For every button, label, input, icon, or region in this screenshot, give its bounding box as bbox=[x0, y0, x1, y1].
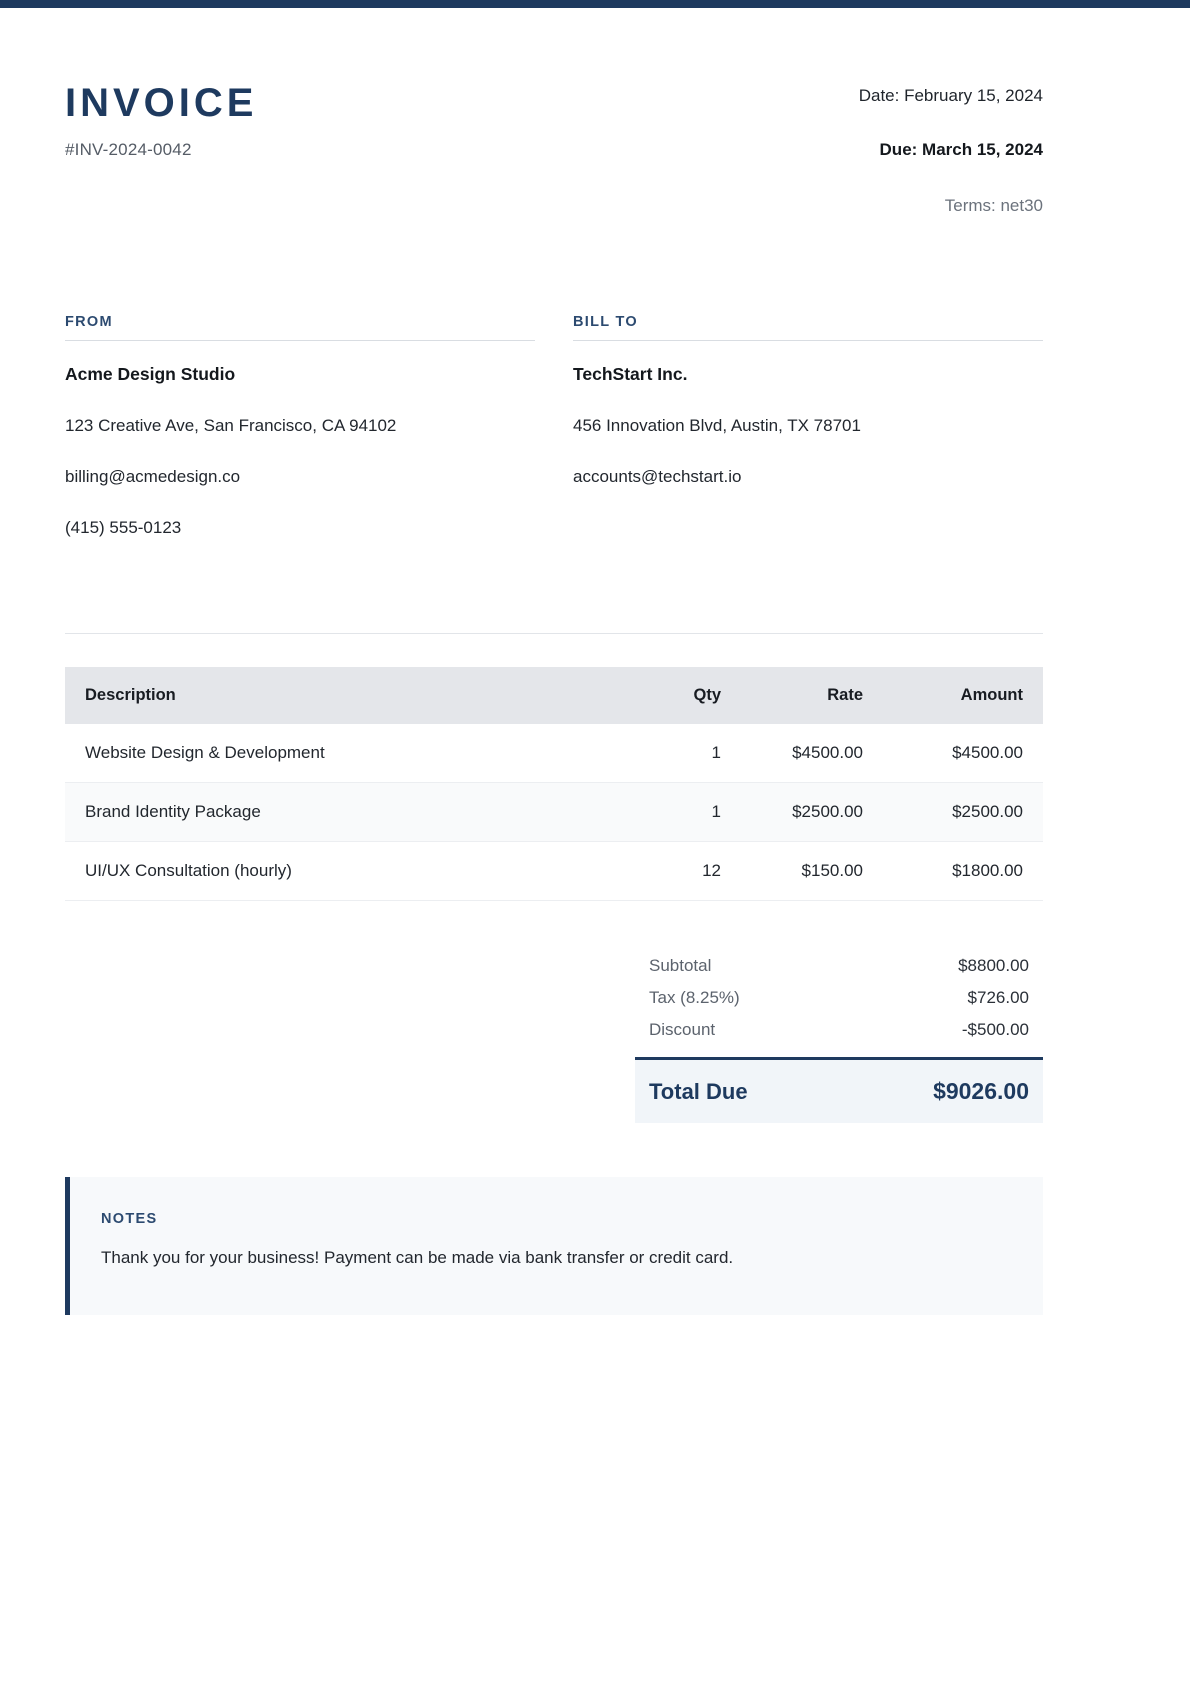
line-items-table bbox=[65, 667, 1043, 901]
bill-to-address: 456 Innovation Blvd, Austin, TX 78701 bbox=[573, 416, 861, 436]
table-header-row bbox=[65, 667, 1043, 724]
bill-to-heading: BILL TO bbox=[573, 314, 1043, 341]
invoice-terms: Terms: net30 bbox=[944, 196, 1043, 216]
column-header-description: Description bbox=[65, 667, 595, 724]
subtotal-row bbox=[635, 950, 1043, 982]
notes-body: Thank you for your business! Payment can be made via bank transfer or credit card. bbox=[101, 1248, 734, 1268]
item-description: Website Design & Development bbox=[65, 724, 595, 783]
subtotal-value: $8800.00 bbox=[958, 956, 1029, 976]
item-qty: 1 bbox=[595, 724, 735, 783]
item-qty: 1 bbox=[595, 783, 735, 842]
total-due-value: $9026.00 bbox=[933, 1078, 1029, 1105]
item-amount: $4500.00 bbox=[885, 724, 1043, 783]
from-heading: FROM bbox=[65, 314, 535, 341]
from-email: billing@acmedesign.co bbox=[65, 467, 241, 487]
bill-to-block bbox=[573, 314, 1043, 538]
item-rate: $2500.00 bbox=[735, 783, 885, 842]
table-header bbox=[65, 667, 1043, 724]
column-header-qty: Qty bbox=[595, 667, 735, 724]
from-address: 123 Creative Ave, San Francisco, CA 94102 bbox=[65, 416, 397, 436]
invoice-date: Date: February 15, 2024 bbox=[858, 86, 1043, 105]
accent-top-bar bbox=[0, 0, 1190, 8]
subtotal-label: Subtotal bbox=[649, 956, 712, 976]
notes-panel bbox=[65, 1177, 1043, 1315]
tax-value: $726.00 bbox=[967, 988, 1029, 1008]
tax-row bbox=[635, 982, 1043, 1014]
item-rate: $4500.00 bbox=[735, 724, 885, 783]
item-description: UI/UX Consultation (hourly) bbox=[65, 842, 595, 901]
page-title: INVOICE bbox=[65, 81, 258, 125]
item-description: Brand Identity Package bbox=[65, 783, 595, 842]
invoice-header bbox=[65, 70, 1043, 216]
invoice-due-date: Due: March 15, 2024 bbox=[879, 140, 1043, 160]
table-row bbox=[65, 783, 1043, 842]
notes-heading: NOTES bbox=[101, 1211, 158, 1228]
item-qty: 12 bbox=[595, 842, 735, 901]
invoice-content bbox=[0, 8, 1190, 1315]
invoice-number: #INV-2024-0042 bbox=[65, 140, 192, 159]
item-rate: $150.00 bbox=[735, 842, 885, 901]
from-block bbox=[65, 314, 535, 538]
invoice-title-block bbox=[65, 70, 257, 160]
bill-to-name: TechStart Inc. bbox=[573, 364, 688, 385]
bill-to-email: accounts@techstart.io bbox=[573, 467, 742, 487]
item-amount: $1800.00 bbox=[885, 842, 1043, 901]
discount-value: -$500.00 bbox=[961, 1020, 1029, 1040]
total-due-row bbox=[635, 1057, 1043, 1123]
from-phone: (415) 555-0123 bbox=[65, 518, 182, 538]
from-name: Acme Design Studio bbox=[65, 364, 236, 385]
tax-label: Tax (8.25%) bbox=[649, 988, 740, 1008]
invoice-meta bbox=[859, 70, 1043, 216]
table-row bbox=[65, 842, 1043, 901]
column-header-rate: Rate bbox=[735, 667, 885, 724]
discount-label: Discount bbox=[649, 1020, 716, 1040]
totals-section bbox=[65, 950, 1043, 1123]
total-due-label: Total Due bbox=[649, 1078, 748, 1104]
item-amount: $2500.00 bbox=[885, 783, 1043, 842]
parties-section bbox=[65, 314, 1043, 538]
section-divider bbox=[65, 633, 1043, 634]
column-header-amount: Amount bbox=[885, 667, 1043, 724]
totals-block bbox=[635, 950, 1043, 1123]
table-row bbox=[65, 724, 1043, 783]
discount-row bbox=[635, 1014, 1043, 1046]
table-body bbox=[65, 724, 1043, 901]
